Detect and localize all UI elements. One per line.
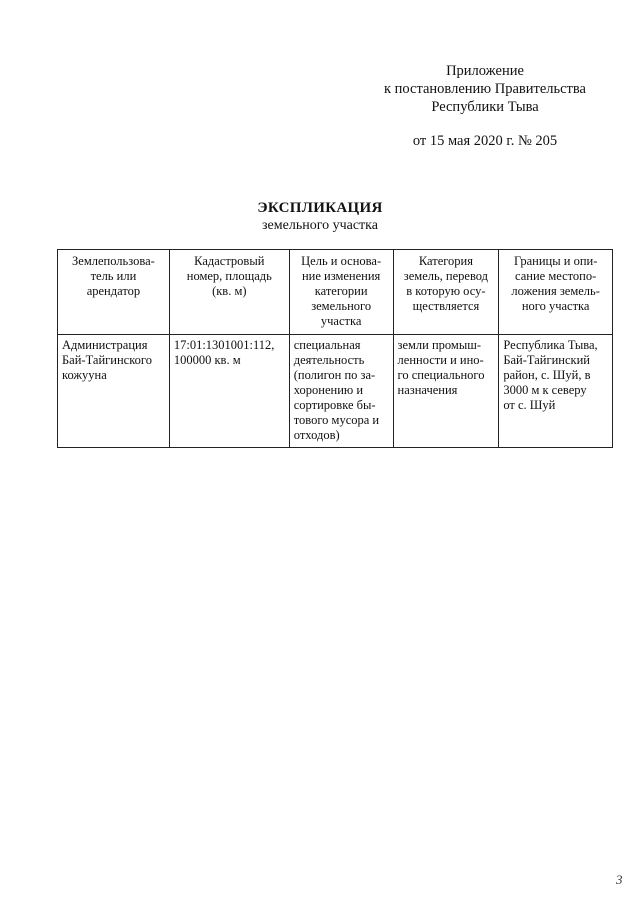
appendix-line-2: к постановлению Правительства (384, 81, 586, 97)
table-row (58, 335, 613, 448)
header-line: тель или (90, 269, 137, 283)
cell-boundaries (499, 335, 613, 448)
cell-line: деятельность (293, 353, 365, 367)
cell-purpose (289, 335, 393, 448)
cell-line: 17:01:1301001:112, (173, 338, 275, 352)
document-title (0, 200, 640, 234)
header-line: арендатор (86, 284, 141, 298)
cell-cadastral (169, 335, 289, 448)
cell-line: от с. Шуй (503, 398, 556, 412)
header-line: ного участка (521, 299, 590, 313)
header-cell-purpose (289, 250, 393, 335)
cell-line: кожууна (62, 368, 107, 382)
cell-category (393, 335, 499, 448)
header-line: в которую осу- (406, 284, 486, 298)
cell-line: Администрация (62, 338, 148, 352)
header-line: сание местопо- (515, 269, 597, 283)
header-line: (кв. м) (212, 284, 247, 298)
header-cell-user (58, 250, 170, 335)
title-main: ЭКСПЛИКАЦИЯ (257, 200, 383, 216)
cell-line: 3000 м к северу (503, 383, 587, 397)
page-number-mark: 3 (616, 872, 623, 887)
cell-line: 100000 кв. м (173, 353, 241, 367)
header-cell-category (393, 250, 499, 335)
header-line: земель, перевод (403, 269, 489, 283)
header-line: Кадастровый (194, 254, 265, 268)
header-line: номер, площадь (186, 269, 272, 283)
cell-line: Бай-Тайгинский (503, 353, 590, 367)
table-header-row (58, 250, 613, 335)
appendix-line-3: Республики Тыва (431, 99, 539, 115)
cell-line: Республика Тыва, (503, 338, 598, 352)
cell-line: район, с. Шуй, в (503, 368, 591, 382)
cell-line: тового мусора и (293, 413, 380, 427)
cell-user (58, 335, 170, 448)
cell-line: земли промыш- (397, 338, 482, 352)
header-line: Категория (418, 254, 473, 268)
header-line: ние изменения (301, 269, 381, 283)
header-line: Землепользова- (72, 254, 155, 268)
header-cell-boundaries (499, 250, 613, 335)
header-line: категории (314, 284, 368, 298)
header-cell-cadastral (169, 250, 289, 335)
header-line: ложения земель- (511, 284, 600, 298)
cell-line: специальная (293, 338, 361, 352)
appendix-block (370, 62, 600, 150)
header-line: участка (320, 314, 362, 328)
header-line: ществляется (412, 299, 480, 313)
cell-line: сортировке бы- (293, 398, 376, 412)
appendix-date: от 15 мая 2020 г. № 205 (412, 133, 558, 149)
cell-line: Бай-Тайгинского (62, 353, 152, 367)
appendix-line-1: Приложение (446, 63, 524, 79)
cell-line: (полигон по за- (293, 368, 376, 382)
cell-line: отходов) (293, 428, 340, 442)
explication-table (57, 249, 613, 448)
header-line: Цель и основа- (301, 254, 382, 268)
cell-line: го специального (397, 368, 485, 382)
cell-line: хоронению и (293, 383, 364, 397)
cell-line: ленности и ино- (397, 353, 484, 367)
header-line: Границы и опи- (513, 254, 598, 268)
title-sub: земельного участка (262, 218, 378, 233)
header-line: земельного (311, 299, 372, 313)
cell-line: назначения (397, 383, 458, 397)
